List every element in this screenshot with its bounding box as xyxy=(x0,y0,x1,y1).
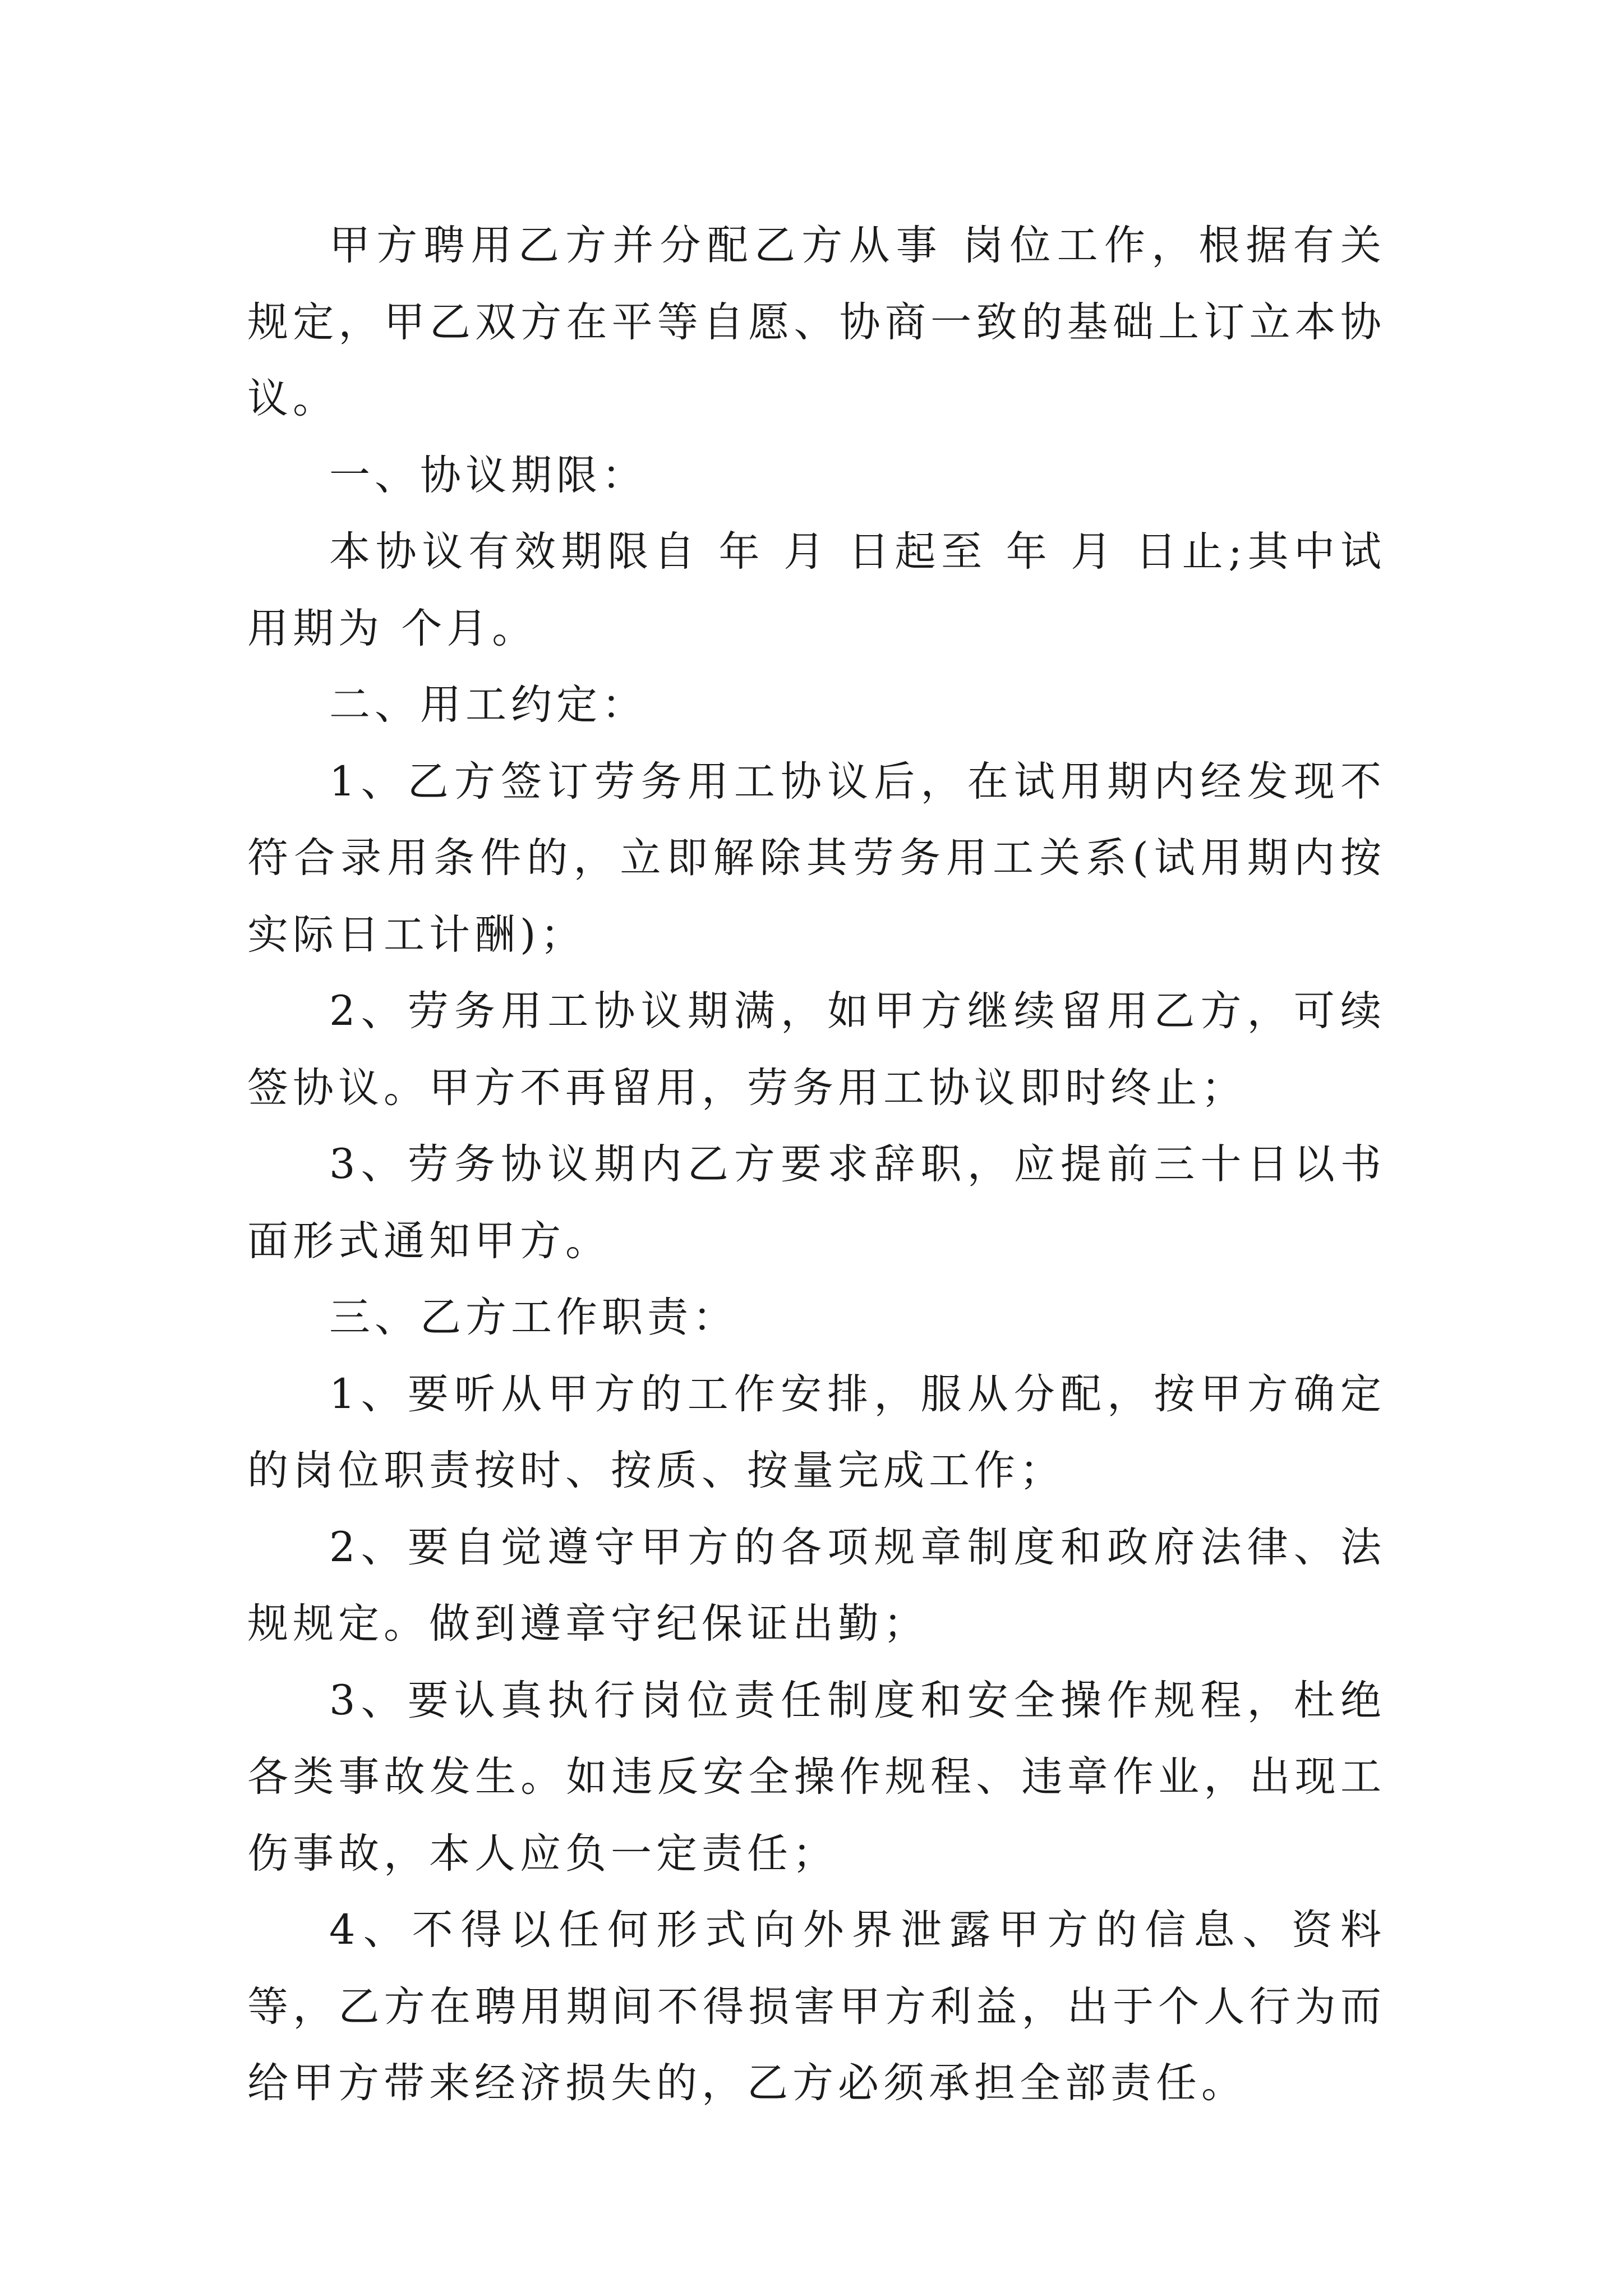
heading-agreement-term: 一、协议期限： xyxy=(329,451,647,499)
paragraph-duty-1: 1、要听从甲方的工作安排，服从分配，按甲方确定的岗位职责按时、按质、按量完成工作； xyxy=(247,1370,1386,1494)
paragraph-intro: 甲方聘用乙方并分配乙方从事 岗位工作，根据有关规定，甲乙双方在平等自愿、协商一致的基础上订立本协议。 xyxy=(247,222,1386,422)
paragraph-employment-1: 1、乙方签订劳务用工协议后，在试用期内经发现不符合录用条件的，立即解除其劳务用工关系(试用期内按实际日工计酬)； xyxy=(247,757,1386,959)
paragraph-duty-4: 4、不得以任何形式向外界泄露甲方的信息、资料等，乙方在聘用期间不得损害甲方利益，出于个人行为而给甲方带来经济损失的，乙方必须承担全部责任。 xyxy=(247,1906,1386,2107)
heading-employment-terms: 二、用工约定： xyxy=(329,681,647,729)
paragraph-employment-2: 2、劳务用工协议期满，如甲方继续留用乙方，可续签协议。甲方不再留用，劳务用工协议即时终止； xyxy=(247,987,1386,1112)
heading-duties: 三、乙方工作职责： xyxy=(329,1294,738,1341)
paragraph-term-period: 本协议有效期限自 年 月 日起至 年 月 日止;其中试用期为 个月。 xyxy=(247,528,1386,652)
document-body xyxy=(247,208,1386,2122)
paragraph-employment-3: 3、劳务协议期内乙方要求辞职，应提前三十日以书面形式通知甲方。 xyxy=(247,1140,1386,1265)
paragraph-duty-3: 3、要认真执行岗位责任制度和安全操作规程，杜绝各类事故发生。如违反安全操作规程、违章作业，出现工伤事故，本人应负一定责任； xyxy=(247,1676,1386,1878)
paragraph-duty-2: 2、要自觉遵守甲方的各项规章制度和政府法律、法规规定。做到遵章守纪保证出勤； xyxy=(247,1523,1386,1648)
